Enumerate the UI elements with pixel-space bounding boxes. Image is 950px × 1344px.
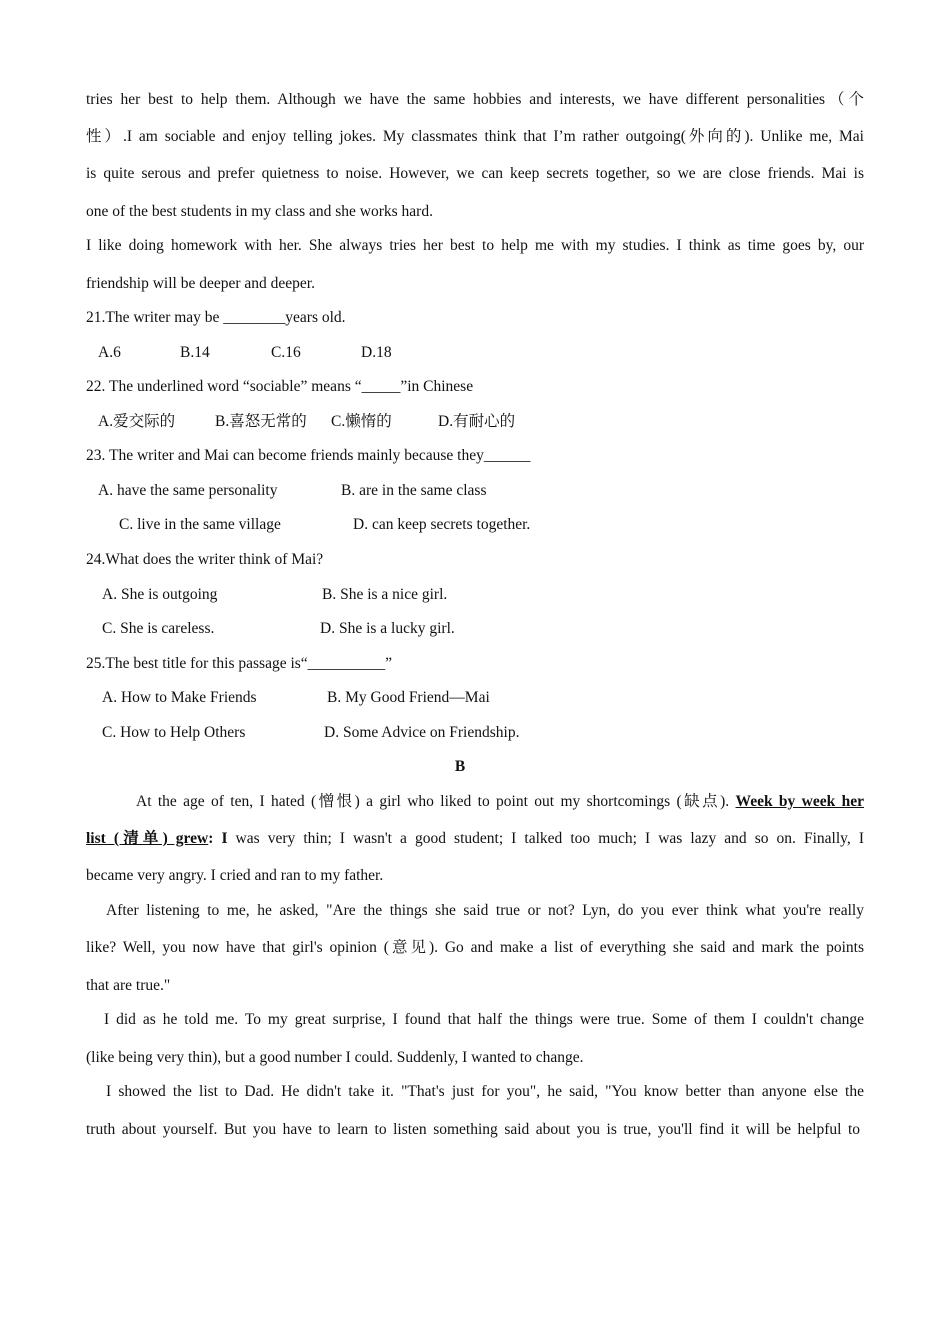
section-b-p1-line-2-rest: was very thin; I wasn't a good student; I talked too much; I was lazy and so on. Finally, I <box>227 830 864 847</box>
section-b-p3-line-2: (like being very thin), but a good number I could. Suddenly, I wanted to change. <box>86 1049 584 1066</box>
section-b-p1-line-2 <box>86 829 864 849</box>
question-24-option-d: D. She is a lucky girl. <box>320 620 455 637</box>
question-25-option-d: D. Some Advice on Friendship. <box>324 724 520 741</box>
section-b-p3-line-1: I did as he told me. To my great surprise, I found that half the things were true. Some of them I couldn't change <box>104 1011 864 1028</box>
question-21-option-b: B.14 <box>180 344 210 361</box>
passage-a-line-3: is quite serous and prefer quietness to noise. However, we can keep secrets together, so we are close friends. Mai is <box>86 165 864 182</box>
question-21-option-d: D.18 <box>361 344 392 361</box>
passage-a-line-4: one of the best students in my class and she works hard. <box>86 203 433 220</box>
question-25-option-c: C. How to Help Others <box>102 724 246 741</box>
question-22-option-b: B.喜怒无常的 <box>215 413 307 430</box>
section-b-p1-line-1 <box>136 792 864 812</box>
question-24-option-a: A. She is outgoing <box>102 586 218 603</box>
question-22-option-d: D.有耐心的 <box>438 413 516 430</box>
question-23-option-c: C. live in the same village <box>119 516 281 533</box>
passage-a-line-2: 性）.I am sociable and enjoy telling jokes. My classmates think that I’m rather outgoing(外向的). Unlike me, Mai <box>86 128 864 145</box>
passage-a-line-5: I like doing homework with her. She always tries her best to help me with my studies. I think as time goes by, our <box>86 237 864 254</box>
section-b-heading: B <box>454 758 466 775</box>
question-23-option-b: B. are in the same class <box>341 482 487 499</box>
question-25-option-a: A. How to Make Friends <box>102 689 257 706</box>
passage-a-line-1: tries her best to help them. Although we have the same hobbies and interests, we have different personalities（个 <box>86 91 864 108</box>
section-b-p1-text: At the age of ten, I hated (憎恨) a girl who liked to point out my shortcomings (缺点). <box>136 793 736 810</box>
question-22-option-c: C.懒惰的 <box>331 413 392 430</box>
question-21-stem: 21.The writer may be ________years old. <box>86 309 346 326</box>
bold-colon-i: : I <box>208 830 228 847</box>
passage-a-line-6: friendship will be deeper and deeper. <box>86 275 315 292</box>
section-b-p2-line-2: like? Well, you now have that girl's opinion (意见). Go and make a list of everything she said and mark the points <box>86 939 864 956</box>
question-25-stem: 25.The best title for this passage is“__________” <box>86 655 393 672</box>
question-24-stem: 24.What does the writer think of Mai? <box>86 551 324 568</box>
question-22-stem: 22. The underlined word “sociable” means “_____”in Chinese <box>86 378 474 395</box>
section-b-p2-line-3: that are true." <box>86 977 171 994</box>
section-b-p2-line-1: After listening to me, he asked, "Are the things she said true or not? Lyn, do you ever think what you're really <box>106 902 864 919</box>
section-b-p4-line-2: truth about yourself. But you have to learn to listen something said about you is true, you'll find it will be helpful to <box>86 1121 860 1138</box>
question-22-option-a: A.爱交际的 <box>98 413 176 430</box>
underlined-phrase-part-1: Week by week her <box>735 793 864 810</box>
question-24-option-b: B. She is a nice girl. <box>322 586 448 603</box>
question-23-option-d: D. can keep secrets together. <box>353 516 531 533</box>
question-21-option-a: A.6 <box>98 344 121 361</box>
question-25-option-b: B. My Good Friend—Mai <box>327 689 490 706</box>
question-24-option-c: C. She is careless. <box>102 620 215 637</box>
underlined-phrase-part-2: list (清单) grew <box>86 830 209 847</box>
question-21-option-c: C.16 <box>271 344 301 361</box>
section-b-p4-line-1: I showed the list to Dad. He didn't take it. "That's just for you", he said, "You know better than anyone else the <box>106 1083 864 1100</box>
section-b-p1-line-3: became very angry. I cried and ran to my father. <box>86 867 384 884</box>
question-23-option-a: A. have the same personality <box>98 482 278 499</box>
question-23-stem: 23. The writer and Mai can become friends mainly because they______ <box>86 447 531 464</box>
